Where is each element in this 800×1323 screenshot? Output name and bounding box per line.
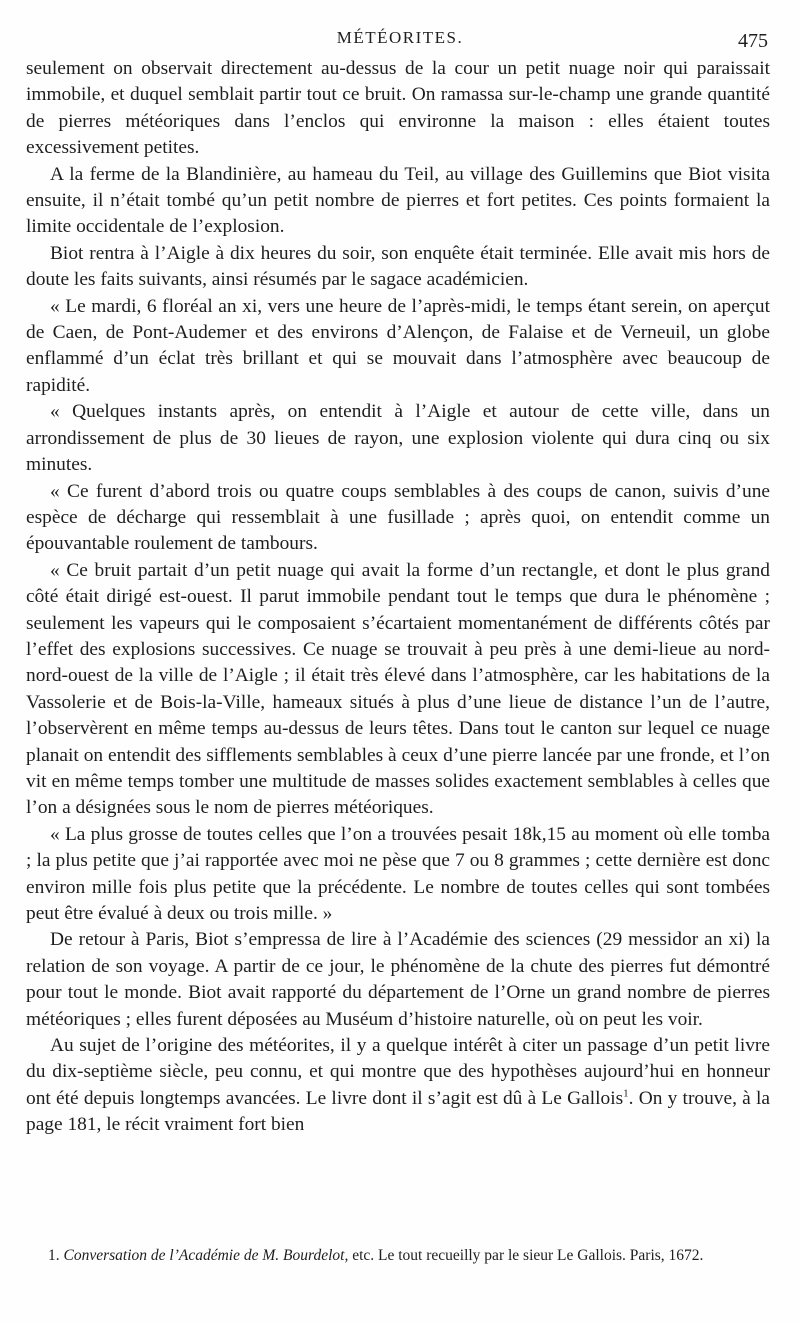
footnote	[32, 1246, 762, 1266]
paragraph: « Ce furent d’abord trois ou quatre coups semblables à des coups de canon, suivis d’une espèce de décharge qui ressemblait à une fusillade ; après quoi, on entendit comme un épouvantable roulement de tambours.	[26, 480, 770, 555]
footnote-number: 1.	[48, 1247, 60, 1264]
paragraph: De retour à Paris, Biot s’empressa de lire à l’Académie des sciences (29 messidor an xi) la relation de son voyage. A partir de ce jour, le phénomène de la chute des pierres fut démontré pour tout le monde. Biot avait rapporté du département de l’Orne un grand nombre de pierres météoriques ; elles furent déposées au Muséum d’histoire naturelle, où on peut les voir.	[26, 929, 770, 1030]
footnote-text: etc. Le tout recueilly par le sieur Le Gallois. Paris, 1672.	[352, 1247, 704, 1264]
paragraph-text: Au sujet de l’origine des météorites, il y a quelque intérêt à citer un passage d’un petit livre du dix-septième siècle, peu connu, et qui montre que des hypothèses aujourd’hui en honneur ont été depuis longtemps avancées. Le livre dont il s’agit est dû à Le Gallois	[26, 1035, 770, 1109]
paragraph: A la ferme de la Blandinière, au hameau du Teil, au village des Guillemins que Biot visita ensuite, il n’était tombé qu’un petit nombre de pierres et fort petites. Ces points formaient la limite occidentale de l’explosion.	[26, 163, 770, 238]
paragraph: Biot rentra à l’Aigle à dix heures du soir, son enquête était terminée. Elle avait mis hors de doute les faits suivants, ainsi résumés par le sagace académicien.	[26, 242, 770, 291]
body-text	[26, 56, 770, 1139]
paragraph: « Quelques instants après, on entendit à l’Aigle et autour de cette ville, dans un arrondissement de plus de 30 lieues de rayon, une explosion violente qui dura cinq ou six minutes.	[26, 401, 770, 476]
paragraph: « Ce bruit partait d’un petit nuage qui avait la forme d’un rectangle, et dont le plus grand côté était dirigé est-ouest. Il parut immobile pendant tout le temps que dura le phénomène ; seulement les vapeurs qui le composaient s’écartaient momentanément de différents côtés par l’effet des explosions successives. Ce nuage se trouvait à peu près à une demi-lieue au nord-nord-ouest de la ville de l’Aigle ; il était très élevé dans l’atmosphère, car les habitations de la Vassolerie et de Bois-la-Ville, hameaux situés à plus d’une lieue de distance l’un de l’autre, l’observèrent en même temps au-dessus de leurs têtes. Dans tout le canton sur lequel ce nuage planait on entendit des sifflements semblables à ceux d’une pierre lancée par une fronde, et l’on vit en même temps tomber une multitude de masses solides exactement semblables à celles que l’on a désignées sous le nom de pierres météoriques.	[26, 559, 770, 819]
paragraph: « La plus grosse de toutes celles que l’on a trouvées pesait 18k,15 au moment où elle tomba ; la plus petite que j’ai rapportée avec moi ne pèse que 7 ou 8 grammes ; cette dernière est donc environ mille fois plus petite que la précédente. Le nombre de toutes celles qui sont tombées peut être évalué à deux ou trois mille. »	[26, 823, 770, 924]
paragraph: « Le mardi, 6 floréal an xi, vers une heure de l’après-midi, le temps étant serein, on aperçut de Caen, de Pont-Audemer et des environs d’Alençon, de Falaise et de Verneuil, un globe enflammé d’un éclat très brillant et qui se mouvait dans l’atmosphère avec beaucoup de rapidité.	[26, 295, 770, 396]
paragraph-text-continued: . On y trouve, à la page 181, le récit vraiment fort bien	[26, 1087, 770, 1136]
paragraph: seulement on observait directement au-dessus de la cour un petit nuage noir qui paraissait immobile, et duquel semblait partir tout ce bruit. On ramassa sur-le-champ une grande quantité de pierres météoriques dans l’enclos qui environne la maison : elles étaient toutes excessivement petites.	[26, 58, 770, 159]
footnote-title: Conversation de l’Académie de M. Bourdelot,	[63, 1247, 349, 1264]
footnote-reference: 1	[623, 1087, 629, 1100]
running-title: MÉTÉORITES.	[336, 28, 464, 47]
footnotes	[32, 1246, 762, 1266]
page-number: 475	[738, 30, 768, 52]
running-head	[0, 24, 800, 50]
paragraph-with-footnote-ref	[26, 1033, 770, 1139]
